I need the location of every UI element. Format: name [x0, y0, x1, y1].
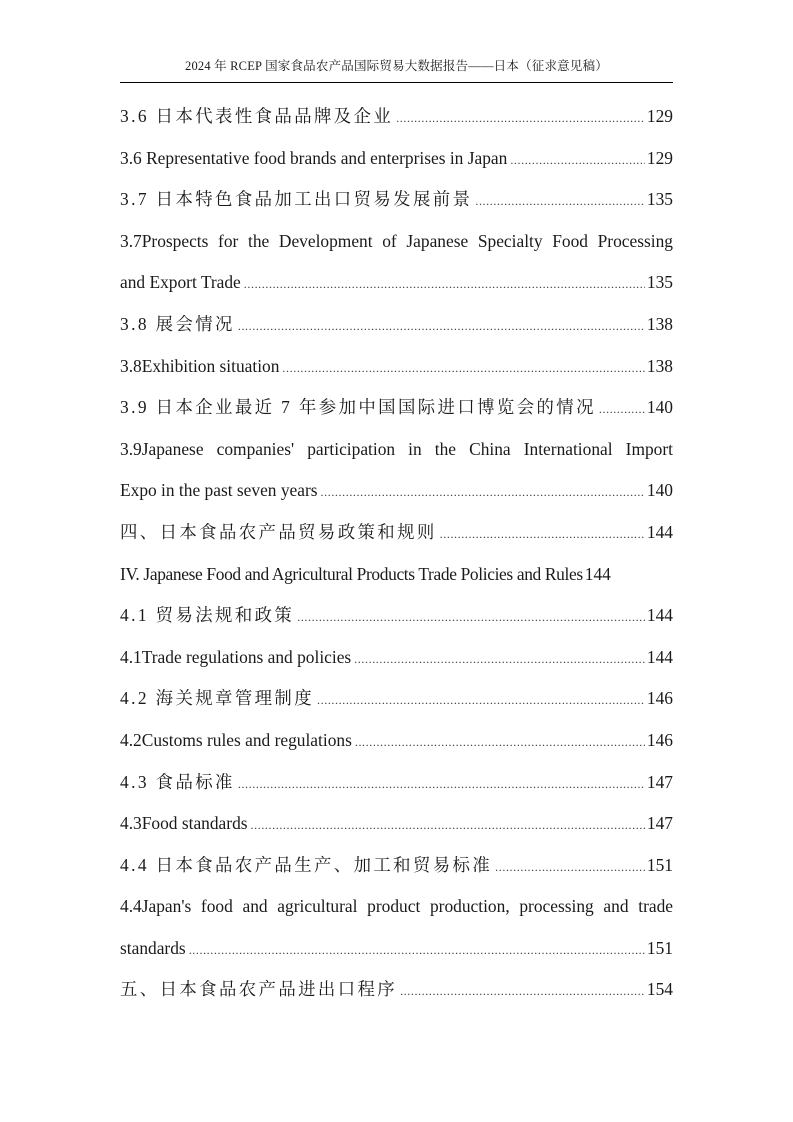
- toc-entry-title: 四、日本食品农产品贸易政策和规则: [120, 521, 437, 542]
- toc-entry[interactable]: [120, 803, 673, 845]
- toc-entry-title-continued: and Export Trade: [120, 272, 241, 293]
- toc-page-number: 140: [646, 397, 673, 418]
- toc-page-number: 147: [646, 771, 673, 792]
- toc-entry-title: 4.3 食品标准: [120, 771, 235, 792]
- dot-leader: [186, 930, 645, 972]
- toc-page-number: 144: [584, 563, 611, 584]
- toc-entry[interactable]: [120, 138, 673, 180]
- toc-entry[interactable]: [120, 969, 673, 1011]
- dot-leader: [507, 140, 645, 182]
- dot-leader: [472, 181, 645, 223]
- toc-page-number: 146: [646, 688, 673, 709]
- toc-entry[interactable]: [120, 554, 673, 596]
- toc-page-number: 138: [646, 313, 673, 334]
- dot-leader: [596, 389, 645, 431]
- toc-entry-title: 3.7 日本特色食品加工出口贸易发展前景: [120, 189, 473, 210]
- dot-leader: [492, 847, 645, 889]
- toc-entry[interactable]: [120, 762, 673, 804]
- toc-entry-continuation[interactable]: [120, 928, 673, 970]
- dot-leader: [294, 597, 645, 639]
- dot-leader: [393, 98, 645, 140]
- toc-entry-title-continued: Expo in the past seven years: [120, 480, 318, 501]
- toc-entry[interactable]: [120, 96, 673, 138]
- dot-leader: [437, 514, 645, 556]
- toc-entry-title: 4.3Food standards: [120, 813, 248, 834]
- table-of-contents: [120, 96, 673, 1011]
- dot-leader: [235, 764, 645, 806]
- toc-page-number: 135: [646, 272, 673, 293]
- toc-entry-continuation[interactable]: [120, 470, 673, 512]
- toc-page-number: 129: [646, 106, 673, 126]
- toc-page-number: 144: [646, 521, 673, 542]
- toc-entry-title: 4.4 日本食品农产品生产、加工和贸易标准: [120, 854, 493, 875]
- toc-page-number: 146: [646, 729, 673, 750]
- toc-page-number: 144: [646, 605, 673, 626]
- dot-leader: [352, 722, 645, 764]
- toc-page-number: 147: [646, 813, 673, 834]
- dot-leader: [397, 971, 645, 1013]
- toc-entry-title: 3.9Japanese companies' participation in the China International Import: [120, 438, 673, 459]
- dot-leader: [314, 680, 645, 722]
- toc-entry[interactable]: [120, 387, 673, 429]
- dot-leader: [235, 306, 645, 348]
- toc-entry-continuation[interactable]: [120, 262, 673, 304]
- toc-entry-title: 4.1 贸易法规和政策: [120, 605, 295, 626]
- toc-entry-title: 4.2 海关规章管理制度: [120, 688, 315, 709]
- toc-entry[interactable]: [120, 304, 673, 346]
- header-rule: [120, 82, 673, 83]
- toc-entry[interactable]: [120, 595, 673, 637]
- toc-entry-title: 4.2Customs rules and regulations: [120, 729, 352, 750]
- toc-entry-first-line[interactable]: [120, 429, 673, 471]
- dot-leader: [318, 472, 645, 514]
- dot-leader: [241, 264, 645, 306]
- toc-entry-title: 五、日本食品农产品进出口程序: [120, 979, 398, 1000]
- toc-entry[interactable]: [120, 845, 673, 887]
- toc-page-number: 129: [646, 147, 673, 168]
- running-header: 2024 年 RCEP 国家食品农产品国际贸易大数据报告——日本（征求意见稿）: [185, 59, 608, 73]
- toc-entry-title: 3.6 日本代表性食品品牌及企业: [120, 106, 394, 126]
- toc-page-number: 140: [646, 480, 673, 501]
- toc-entry-first-line[interactable]: [120, 886, 673, 928]
- toc-page-number: 144: [646, 646, 673, 667]
- toc-entry-title: 3.7Prospects for the Development of Japanese Specialty Food Processing: [120, 230, 673, 251]
- toc-page-number: 138: [646, 355, 673, 376]
- toc-page-number: 151: [646, 937, 673, 958]
- toc-entry[interactable]: [120, 720, 673, 762]
- toc-entry[interactable]: [120, 512, 673, 554]
- toc-entry-first-line[interactable]: [120, 221, 673, 263]
- toc-entry-title: 4.4Japan's food and agricultural product production, processing and trade: [120, 896, 673, 917]
- toc-page-number: 135: [646, 189, 673, 210]
- toc-entry-title: IV. Japanese Food and Agricultural Products Trade Policies and Rules: [120, 563, 583, 584]
- toc-entry-title: 4.1Trade regulations and policies: [120, 646, 352, 667]
- toc-entry-title: 3.9 日本企业最近 7 年参加中国国际进口博览会的情况: [120, 397, 596, 418]
- toc-entry-title: 3.8Exhibition situation: [120, 355, 280, 376]
- toc-entry[interactable]: [120, 637, 673, 679]
- toc-entry-title: 3.8 展会情况: [120, 313, 235, 334]
- dot-leader: [248, 805, 645, 847]
- toc-entry[interactable]: [120, 678, 673, 720]
- toc-page-number: 151: [646, 854, 673, 875]
- toc-entry[interactable]: [120, 179, 673, 221]
- toc-entry[interactable]: [120, 346, 673, 388]
- toc-entry-title-continued: standards: [120, 937, 186, 958]
- dot-leader: [279, 348, 644, 390]
- toc-page-number: 154: [646, 979, 673, 1000]
- toc-entry-title: 3.6 Representative food brands and enterprises in Japan: [120, 147, 508, 168]
- dot-leader: [351, 639, 645, 681]
